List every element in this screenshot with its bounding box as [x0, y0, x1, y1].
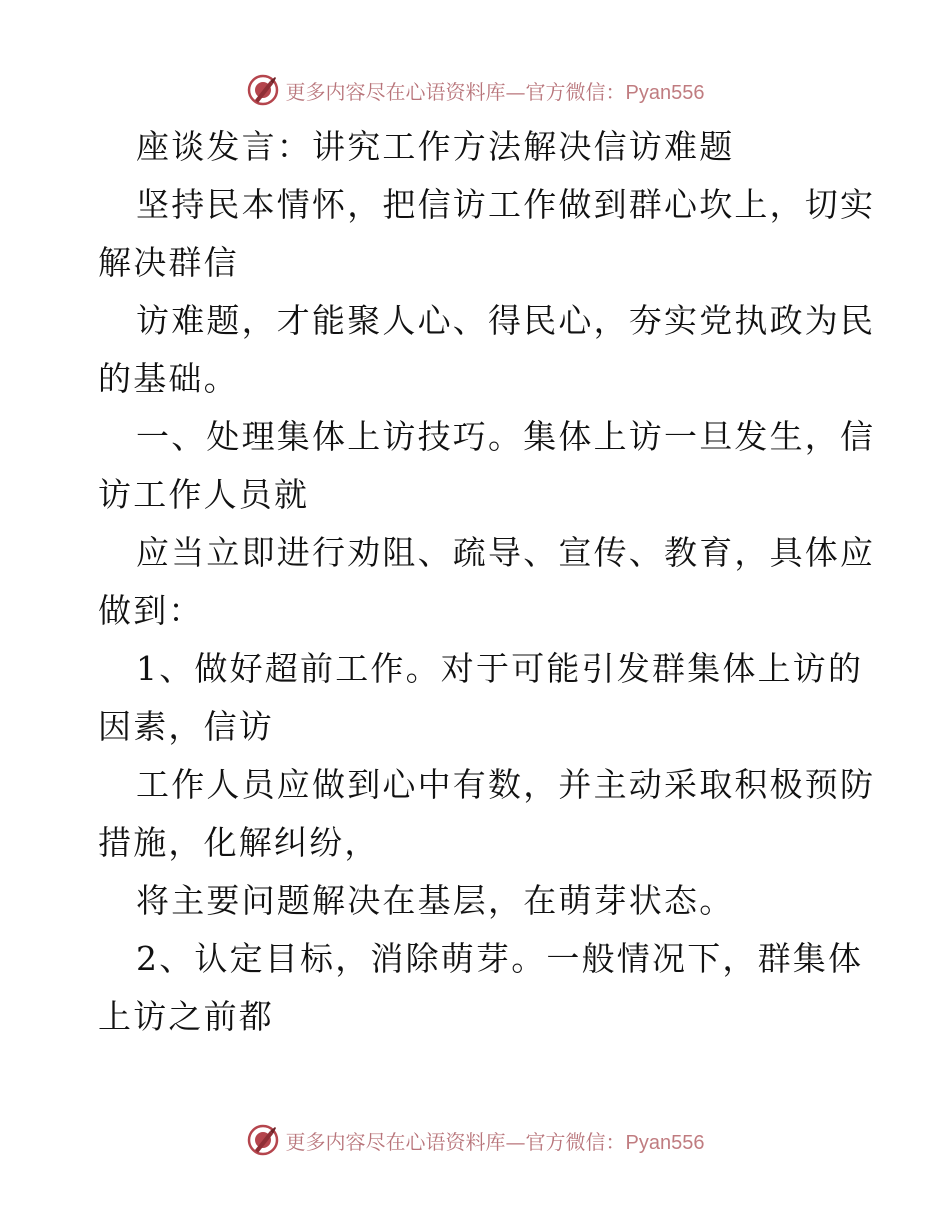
footer-wechat-id: Pyan556	[625, 1131, 705, 1154]
paragraph-line: 访工作人员就	[98, 475, 310, 514]
footer-banner	[0, 1120, 950, 1160]
paragraph-line: 措施，化解纠纷，	[98, 823, 380, 862]
paragraph-line: 上访之前都	[98, 997, 274, 1036]
paragraph-line: 的基础。	[98, 359, 239, 398]
header-banner	[0, 70, 950, 110]
paragraph-line: 解决群信	[98, 243, 239, 282]
paragraph-line: 工作人员应做到心中有数，并主动采取积极预防	[136, 765, 876, 804]
paragraph-line: 因素，信访	[98, 707, 274, 746]
paragraph-line: 访难题，才能聚人心、得民心，夯实党执政为民	[136, 301, 876, 340]
paragraph-line: 应当立即进行劝阻、疏导、宣传、教育，具体应	[136, 533, 876, 572]
section-heading-line: 一、处理集体上访技巧。集体上访一旦发生，信	[136, 417, 876, 456]
document-body	[98, 118, 876, 1046]
header-wechat-id: Pyan556	[625, 81, 705, 104]
pen-logo-icon	[246, 1123, 280, 1157]
footer-banner-text: 更多内容尽在心语资料库—官方微信：Pyan556	[285, 1129, 705, 1154]
header-banner-text: 更多内容尽在心语资料库—官方微信：Pyan556	[285, 79, 705, 104]
paragraph-line: 做到：	[98, 591, 204, 630]
document-title: 座谈发言：讲究工作方法解决信访难题	[136, 127, 735, 166]
paragraph-line: 将主要问题解决在基层，在萌芽状态。	[136, 881, 735, 920]
list-item-line: 2、认定目标，消除萌芽。一般情况下，群集体	[136, 939, 864, 978]
pen-logo-icon	[246, 73, 280, 107]
paragraph-line: 坚持民本情怀，把信访工作做到群心坎上，切实	[136, 185, 876, 224]
list-item-line: 1、做好超前工作。对于可能引发群集体上访的	[136, 649, 864, 688]
